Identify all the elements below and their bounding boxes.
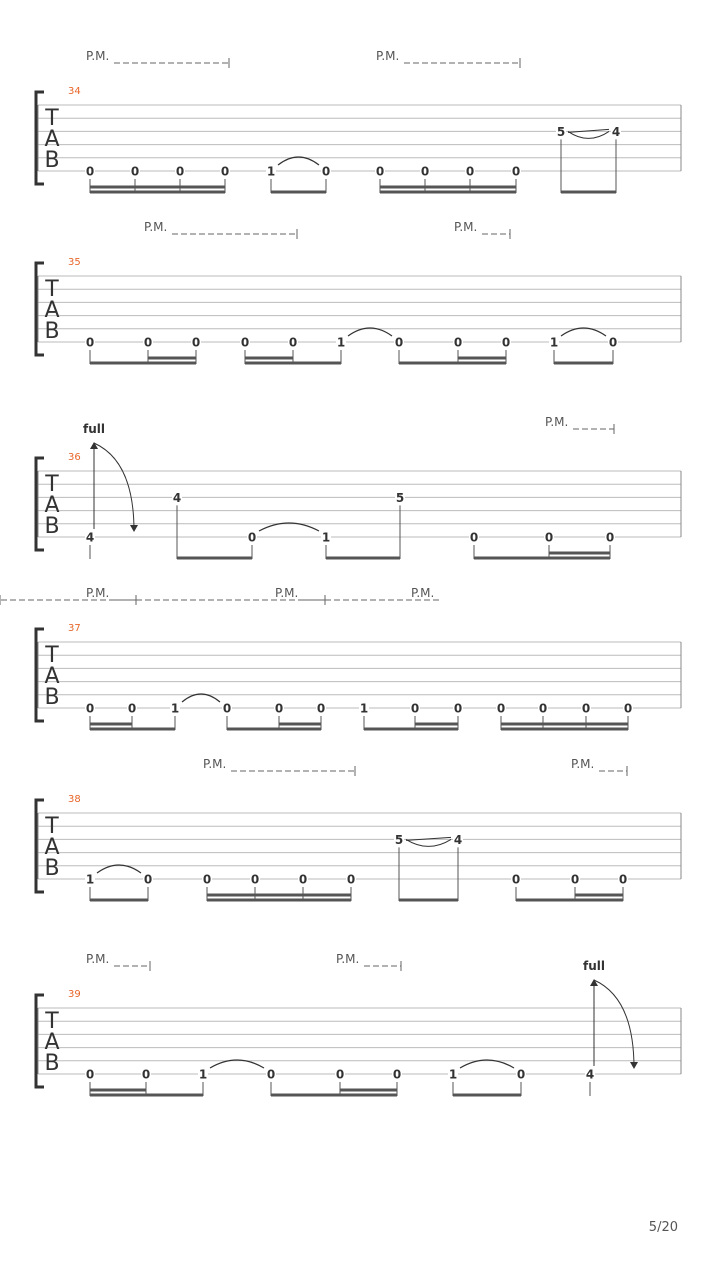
fret-number: 0 — [288, 335, 298, 350]
fret-number: 0 — [143, 872, 153, 887]
fret-number: 1 — [336, 335, 346, 350]
fret-number: 1 — [85, 872, 95, 887]
measure-number: 38 — [68, 794, 81, 805]
fret-number: 5 — [556, 124, 566, 139]
fret-number: 0 — [453, 701, 463, 716]
fret-number: 1 — [321, 530, 331, 545]
bend-amount-label: full — [83, 422, 105, 436]
tab-clef-letter: A — [44, 835, 60, 860]
palm-mute-label: P.M. — [454, 220, 478, 234]
palm-mute-label: P.M. — [275, 586, 299, 600]
fret-number: 5 — [395, 490, 405, 505]
fret-number: 0 — [321, 164, 331, 179]
fret-number: 4 — [85, 530, 95, 545]
page-number: 5/20 — [648, 1220, 678, 1235]
fret-number: 0 — [608, 335, 618, 350]
fret-number: 0 — [220, 164, 230, 179]
fret-number: 0 — [469, 530, 479, 545]
tab-clef-letter: T — [45, 1009, 59, 1034]
tab-clef-letter: B — [44, 514, 60, 539]
palm-mute-label: P.M. — [86, 49, 110, 63]
palm-mute-label: P.M. — [571, 757, 595, 771]
fret-number: 4 — [585, 1067, 595, 1082]
system-bracket — [36, 629, 44, 721]
staff-system-36 — [36, 415, 681, 559]
fret-number: 0 — [85, 335, 95, 350]
fret-number: 1 — [266, 164, 276, 179]
staff-system-39 — [36, 952, 681, 1096]
measure-number: 37 — [68, 623, 81, 634]
palm-mute-label: P.M. — [336, 952, 360, 966]
palm-mute-label: P.M. — [144, 220, 168, 234]
release-curve — [594, 980, 634, 1068]
fret-number: 0 — [240, 335, 250, 350]
system-bracket — [36, 458, 44, 550]
fret-number: 4 — [611, 124, 621, 139]
fret-number: 0 — [375, 164, 385, 179]
tab-clef-letter: T — [45, 277, 59, 302]
palm-mute-label: P.M. — [411, 586, 435, 600]
fret-number: 0 — [453, 335, 463, 350]
fret-number: 0 — [191, 335, 201, 350]
fret-number: 0 — [266, 1067, 276, 1082]
tab-clef-letter: T — [45, 814, 59, 839]
fret-number: 4 — [172, 490, 182, 505]
tab-clef-letter: T — [45, 472, 59, 497]
palm-mute-label: P.M. — [545, 415, 569, 429]
tab-clef-letter: A — [44, 493, 60, 518]
fret-number: 0 — [511, 872, 521, 887]
tab-clef-letter: B — [44, 856, 60, 881]
palm-mute-label: P.M. — [86, 586, 110, 600]
fret-number: 5 — [394, 832, 404, 847]
fret-number: 4 — [453, 832, 463, 847]
system-bracket — [36, 92, 44, 184]
fret-number: 0 — [392, 1067, 402, 1082]
measure-number: 35 — [68, 257, 81, 268]
fret-number: 0 — [335, 1067, 345, 1082]
tab-clef-letter: A — [44, 664, 60, 689]
tab-clef-letter: T — [45, 106, 59, 131]
measure-number: 39 — [68, 989, 81, 1000]
fret-number: 0 — [581, 701, 591, 716]
tab-clef-letter: A — [44, 1030, 60, 1055]
fret-number: 0 — [316, 701, 326, 716]
fret-number: 0 — [570, 872, 580, 887]
staff-system-38 — [36, 757, 681, 901]
fret-number: 0 — [143, 335, 153, 350]
fret-number: 0 — [501, 335, 511, 350]
fret-number: 0 — [175, 164, 185, 179]
tab-clef-letter: B — [44, 148, 60, 173]
fret-number: 0 — [511, 164, 521, 179]
fret-number: 0 — [516, 1067, 526, 1082]
fret-number: 0 — [202, 872, 212, 887]
fret-number: 1 — [549, 335, 559, 350]
fret-number: 0 — [85, 1067, 95, 1082]
fret-number: 0 — [394, 335, 404, 350]
system-bracket — [36, 800, 44, 892]
fret-number: 0 — [346, 872, 356, 887]
fret-number: 0 — [85, 164, 95, 179]
fret-number: 0 — [618, 872, 628, 887]
fret-number: 0 — [623, 701, 633, 716]
palm-mute-label: P.M. — [86, 952, 110, 966]
tab-clef-letter: T — [45, 643, 59, 668]
fret-number: 0 — [298, 872, 308, 887]
tab-clef-letter: A — [44, 298, 60, 323]
fret-number: 0 — [420, 164, 430, 179]
fret-number: 0 — [247, 530, 257, 545]
system-bracket — [36, 263, 44, 355]
tab-clef-letter: A — [44, 127, 60, 152]
fret-number: 1 — [198, 1067, 208, 1082]
fret-number: 0 — [410, 701, 420, 716]
measure-number: 36 — [68, 452, 81, 463]
fret-number: 0 — [222, 701, 232, 716]
fret-number: 0 — [496, 701, 506, 716]
fret-number: 1 — [170, 701, 180, 716]
fret-number: 0 — [605, 530, 615, 545]
fret-number: 0 — [127, 701, 137, 716]
fret-number: 0 — [130, 164, 140, 179]
palm-mute-label: P.M. — [203, 757, 227, 771]
fret-number: 0 — [544, 530, 554, 545]
tab-clef-letter: B — [44, 319, 60, 344]
fret-number: 0 — [274, 701, 284, 716]
release-arrowhead — [630, 1062, 638, 1069]
fret-number: 0 — [85, 701, 95, 716]
fret-number: 0 — [538, 701, 548, 716]
tab-clef-letter: B — [44, 1051, 60, 1076]
fret-number: 1 — [448, 1067, 458, 1082]
release-arrowhead — [130, 525, 138, 532]
palm-mute-label: P.M. — [376, 49, 400, 63]
fret-number: 0 — [250, 872, 260, 887]
release-curve — [94, 443, 134, 531]
fret-number: 1 — [359, 701, 369, 716]
staff-system-37 — [0, 586, 681, 730]
staff-system-35 — [36, 220, 681, 364]
bend-amount-label: full — [583, 959, 605, 973]
staff-system-34 — [36, 49, 681, 193]
fret-number: 0 — [465, 164, 475, 179]
fret-number: 0 — [141, 1067, 151, 1082]
tab-clef-letter: B — [44, 685, 60, 710]
measure-number: 34 — [68, 86, 81, 97]
system-bracket — [36, 995, 44, 1087]
